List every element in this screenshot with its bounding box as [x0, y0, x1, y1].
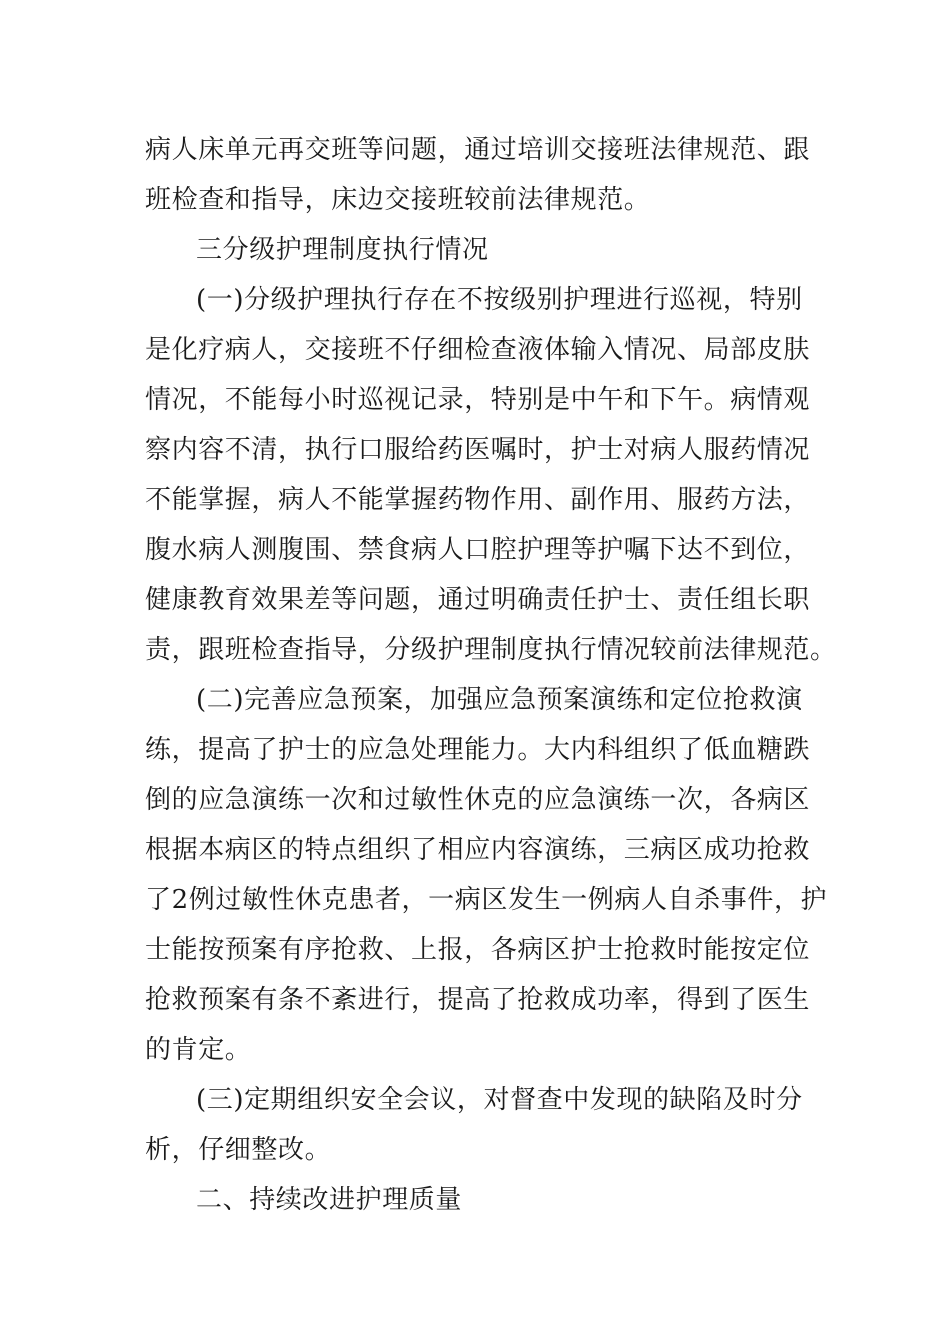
text-line: 不能掌握，病人不能掌握药物作用、副作用、服药方法，	[145, 485, 811, 515]
text-line: 病人床单元再交班等问题，通过培训交接班法律规范、跟	[145, 135, 811, 165]
text-line: (三)定期组织安全会议，对督查中发现的缺陷及时分	[196, 1085, 803, 1115]
text-line: 责，跟班检查指导，分级护理制度执行情况较前法律规范。	[145, 635, 837, 665]
text-line: (二)完善应急预案，加强应急预案演练和定位抢救演	[196, 685, 803, 715]
text-line: 的肯定。	[145, 1035, 252, 1065]
section-heading: 三分级护理制度执行情况	[196, 235, 489, 265]
text-line: 士能按预案有序抢救、上报，各病区护士抢救时能按定位	[145, 935, 811, 965]
section-heading: 二、持续改进护理质量	[196, 1185, 463, 1215]
text-line: 情况，不能每小时巡视记录，特别是中午和下午。病情观	[145, 385, 811, 415]
text-line: 抢救预案有条不紊进行，提高了抢救成功率，得到了医生	[145, 985, 811, 1015]
text-line: 察内容不清，执行口服给药医嘱时，护士对病人服药情况	[145, 435, 811, 465]
text-line: 腹水病人测腹围、禁食病人口腔护理等护嘱下达不到位，	[145, 535, 811, 565]
text-line: (一)分级护理执行存在不按级别护理进行巡视，特别	[196, 285, 803, 315]
text-line: 根据本病区的特点组织了相应内容演练，三病区成功抢救	[145, 835, 811, 865]
text-line: 是化疗病人，交接班不仔细检查液体输入情况、局部皮肤	[145, 335, 811, 365]
text-line: 了2例过敏性休克患者，一病区发生一例病人自杀事件，护	[145, 885, 828, 915]
text-line: 练，提高了护士的应急处理能力。大内科组织了低血糖跌	[145, 735, 811, 765]
text-line: 健康教育效果差等问题，通过明确责任护士、责任组长职	[145, 585, 811, 615]
text-line: 析，仔细整改。	[145, 1135, 332, 1165]
text-line: 倒的应急演练一次和过敏性休克的应急演练一次，各病区	[145, 785, 811, 815]
text-line: 班检查和指导，床边交接班较前法律规范。	[145, 185, 651, 215]
